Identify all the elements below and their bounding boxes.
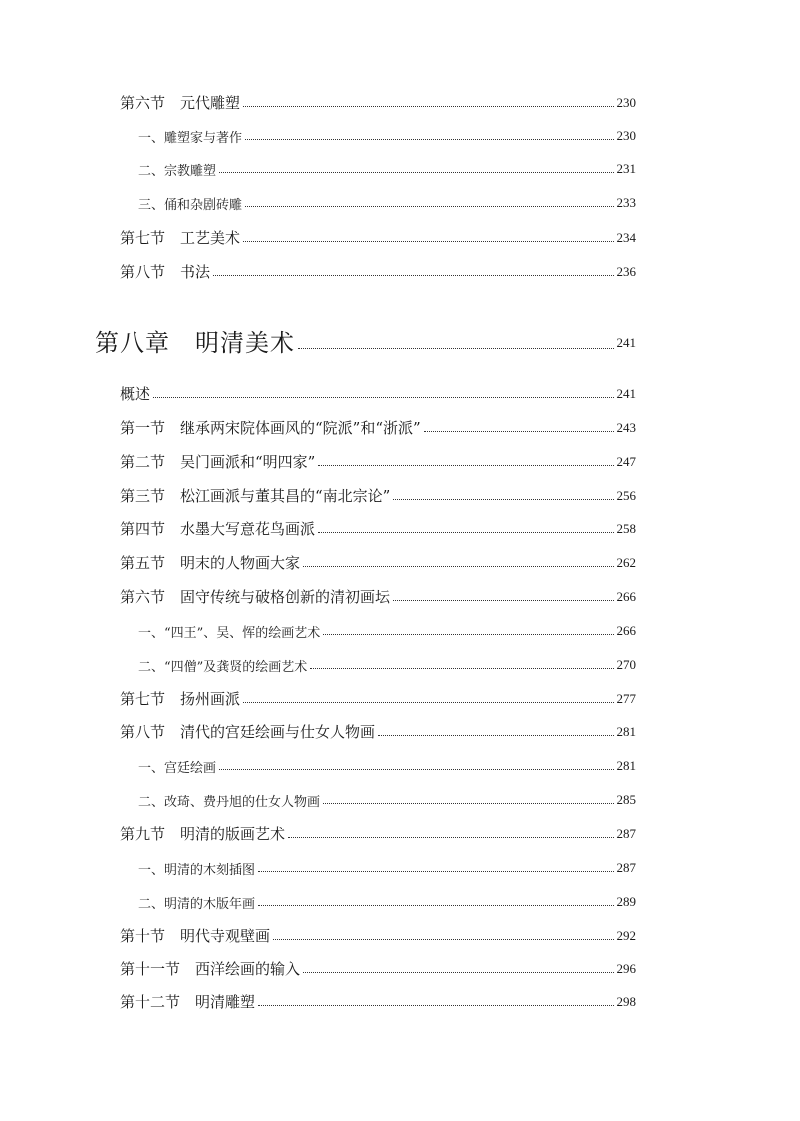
leader-dots [213, 275, 613, 276]
toc-entry-page: 233 [616, 195, 636, 210]
toc-entry-title: 一、雕塑家与著作 [138, 131, 243, 146]
toc-entry-page: 287 [616, 826, 636, 841]
leader-dots [323, 634, 613, 635]
toc-entry-title: 第五节 明末的人物画大家 [120, 554, 301, 572]
toc-entry [120, 260, 636, 282]
toc-entry [120, 924, 636, 946]
toc-entry-page: 230 [616, 95, 636, 110]
toc-entry-title: 一、“四王”、吴、恽的绘画艺术 [138, 626, 321, 641]
toc-entry [120, 687, 636, 709]
toc-entry-title: 一、宫廷绘画 [138, 761, 217, 776]
toc-entry-page: 277 [616, 691, 636, 706]
toc-subentry [138, 124, 636, 146]
toc-subentry [138, 890, 636, 912]
leader-dots [298, 348, 614, 349]
toc-entry-page: 262 [616, 555, 636, 570]
toc-entry [120, 226, 636, 248]
toc-entry-title: 第七节 扬州画派 [120, 690, 241, 708]
leader-dots [424, 431, 614, 432]
leader-dots [288, 837, 613, 838]
leader-dots [318, 465, 613, 466]
leader-dots [243, 241, 613, 242]
toc-entry-title: 三、俑和杂剧砖雕 [138, 198, 243, 213]
toc-entry-title: 第九节 明清的版画艺术 [120, 825, 286, 843]
toc-entry-page: 289 [616, 894, 636, 909]
leader-dots [219, 769, 613, 770]
toc-entry-title: 第十一节 西洋绘画的输入 [120, 960, 301, 978]
toc-entry-page: 231 [616, 161, 636, 176]
toc-entry-title: 第十二节 明清雕塑 [120, 993, 256, 1011]
toc-entry-page: 266 [616, 623, 636, 638]
leader-dots [245, 206, 613, 207]
toc-entry [120, 551, 636, 573]
toc-entry-title: 第六节 元代雕塑 [120, 94, 241, 112]
leader-dots [323, 803, 613, 804]
chapter-page: 241 [616, 335, 636, 350]
toc-entry-title: 第十节 明代寺观壁画 [120, 927, 271, 945]
toc-entry-title: 二、“四僧”及龚贤的绘画艺术 [138, 660, 308, 675]
toc-entry-title: 二、明清的木版年画 [138, 897, 256, 912]
toc-subentry [138, 157, 636, 179]
toc-subentry [138, 653, 636, 675]
toc-entry [120, 957, 636, 979]
chapter-heading [95, 328, 636, 358]
leader-dots [258, 1005, 613, 1006]
toc-entry [120, 585, 636, 607]
toc-entry-page: 287 [616, 860, 636, 875]
toc-entry-page: 266 [616, 589, 636, 604]
toc-entry-page: 258 [616, 521, 636, 536]
leader-dots [378, 735, 613, 736]
leader-dots [243, 106, 613, 107]
toc-entry-title: 第三节 松江画派与董其昌的“南北宗论” [120, 487, 391, 505]
toc-entry [120, 484, 636, 506]
toc-entry [120, 91, 636, 113]
toc-entry-page: 234 [616, 230, 636, 245]
leader-dots [219, 172, 613, 173]
toc-entry [120, 720, 636, 742]
toc-entry-page: 236 [616, 264, 636, 279]
toc-entry [120, 517, 636, 539]
toc-entry-title: 第六节 固守传统与破格创新的清初画坛 [120, 588, 391, 606]
toc-entry-page: 281 [616, 758, 636, 773]
leader-dots [318, 532, 613, 533]
toc-entry-title: 第一节 继承两宋院体画风的“院派”和“浙派” [120, 419, 421, 437]
toc-entry [120, 382, 636, 404]
toc-entry-page: 247 [616, 454, 636, 469]
toc-entry-page: 270 [616, 657, 636, 672]
toc-subentry [138, 788, 636, 810]
toc-entry-title: 第四节 水墨大写意花鸟画派 [120, 520, 316, 538]
leader-dots [303, 566, 613, 567]
toc-entry-page: 298 [616, 994, 636, 1009]
toc-subentry [138, 191, 636, 213]
leader-dots [303, 972, 613, 973]
toc-subentry [138, 619, 636, 641]
toc-entry-page: 256 [616, 488, 636, 503]
toc-subentry [138, 856, 636, 878]
leader-dots [273, 939, 613, 940]
toc-entry [120, 822, 636, 844]
leader-dots [243, 702, 613, 703]
leader-dots [245, 139, 613, 140]
toc-entry-title: 第八节 书法 [120, 263, 211, 281]
toc-entry-page: 243 [616, 420, 636, 435]
leader-dots [258, 905, 613, 906]
toc-entry [120, 990, 636, 1012]
toc-entry-title: 第八节 清代的宫廷绘画与仕女人物画 [120, 723, 376, 741]
toc-entry-page: 230 [616, 128, 636, 143]
leader-dots [393, 499, 613, 500]
toc-entry [120, 450, 636, 472]
toc-entry-page: 292 [616, 928, 636, 943]
toc-entry-title: 第七节 工艺美术 [120, 229, 241, 247]
leader-dots [153, 397, 613, 398]
toc-entry-title: 第二节 吴门画派和“明四家” [120, 453, 316, 471]
toc-entry [120, 416, 636, 438]
toc-subentry [138, 754, 636, 776]
toc-entry-page: 296 [616, 961, 636, 976]
chapter-title: 第八章 明清美术 [95, 329, 295, 357]
leader-dots [258, 871, 613, 872]
toc-entry-page: 241 [616, 386, 636, 401]
toc-entry-title: 一、明清的木刻插图 [138, 863, 256, 878]
toc-entry-title: 二、改琦、费丹旭的仕女人物画 [138, 795, 321, 810]
toc-entry-page: 281 [616, 724, 636, 739]
leader-dots [310, 668, 613, 669]
leader-dots [393, 600, 613, 601]
toc-entry-page: 285 [616, 792, 636, 807]
toc-entry-title: 概述 [120, 385, 151, 403]
toc-entry-title: 二、宗教雕塑 [138, 164, 217, 179]
